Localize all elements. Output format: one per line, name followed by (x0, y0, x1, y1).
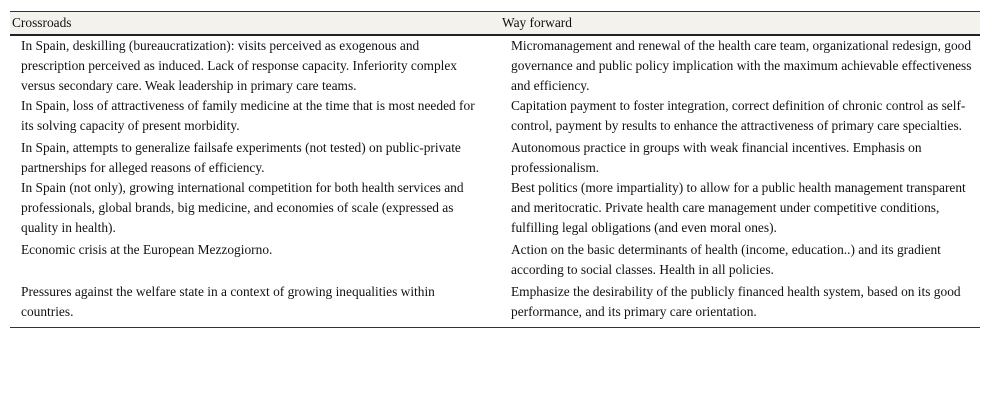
table-row (10, 178, 980, 240)
table-row (10, 96, 980, 138)
table-row (10, 282, 980, 328)
crossroads-table-container (10, 11, 980, 328)
table-row (10, 138, 980, 178)
way-forward-cell: Emphasize the desirability of the publicly financed health system, based on its good performance, and its primary care orientation. (500, 282, 980, 328)
way-forward-cell: Best politics (more impartiality) to allow for a public health management transparent and meritocratic. Private health care management under competitive conditions, fulfilling legal obligations (and even moral ones). (511, 180, 966, 235)
header-crossroads: Crossroads (10, 12, 500, 36)
header-way-forward: Way forward (500, 12, 980, 36)
crossroads-cell: Pressures against the welfare state in a context of growing inequalities within countries. (10, 282, 500, 328)
table-body (10, 35, 980, 328)
crossroads-way-forward-table (10, 11, 980, 328)
crossroads-cell: In Spain, attempts to generalize failsafe experiments (not tested) on public-private partnerships for alleged reasons of efficiency. (21, 140, 461, 175)
crossroads-cell: In Spain, deskilling (bureaucratization): visits perceived as exogenous and prescription perceived as induced. Lack of response capacity. Inferiority complex versus secondary care. Weak leadership in primary care teams. (21, 38, 458, 93)
crossroads-cell: In Spain (not only), growing international competition for both health services and professionals, global brands, big medicine, and economies of scale (expressed as quality in health). (21, 180, 464, 235)
way-forward-cell: Micromanagement and renewal of the health care team, organizational redesign, good governance and public policy implication with the maximum achievable effectiveness and efficiency. (511, 38, 972, 93)
table-row (10, 35, 980, 96)
table-header (10, 12, 980, 36)
way-forward-cell: Capitation payment to foster integration, correct definition of chronic control as self-control, payment by results to enhance the attractiveness of primary care specialties. (511, 98, 966, 133)
crossroads-cell: Economic crisis at the European Mezzogiorno. (21, 242, 273, 257)
crossroads-cell: In Spain, loss of attractiveness of family medicine at the time that is most needed for its solving capacity of present morbidity. (21, 98, 475, 133)
header-row (10, 12, 980, 36)
way-forward-cell: Action on the basic determinants of health (income, education..) and its gradient according to social classes. Health in all policies. (511, 242, 941, 277)
way-forward-cell: Autonomous practice in groups with weak financial incentives. Emphasis on professionalism. (511, 140, 922, 175)
table-row (10, 240, 980, 282)
